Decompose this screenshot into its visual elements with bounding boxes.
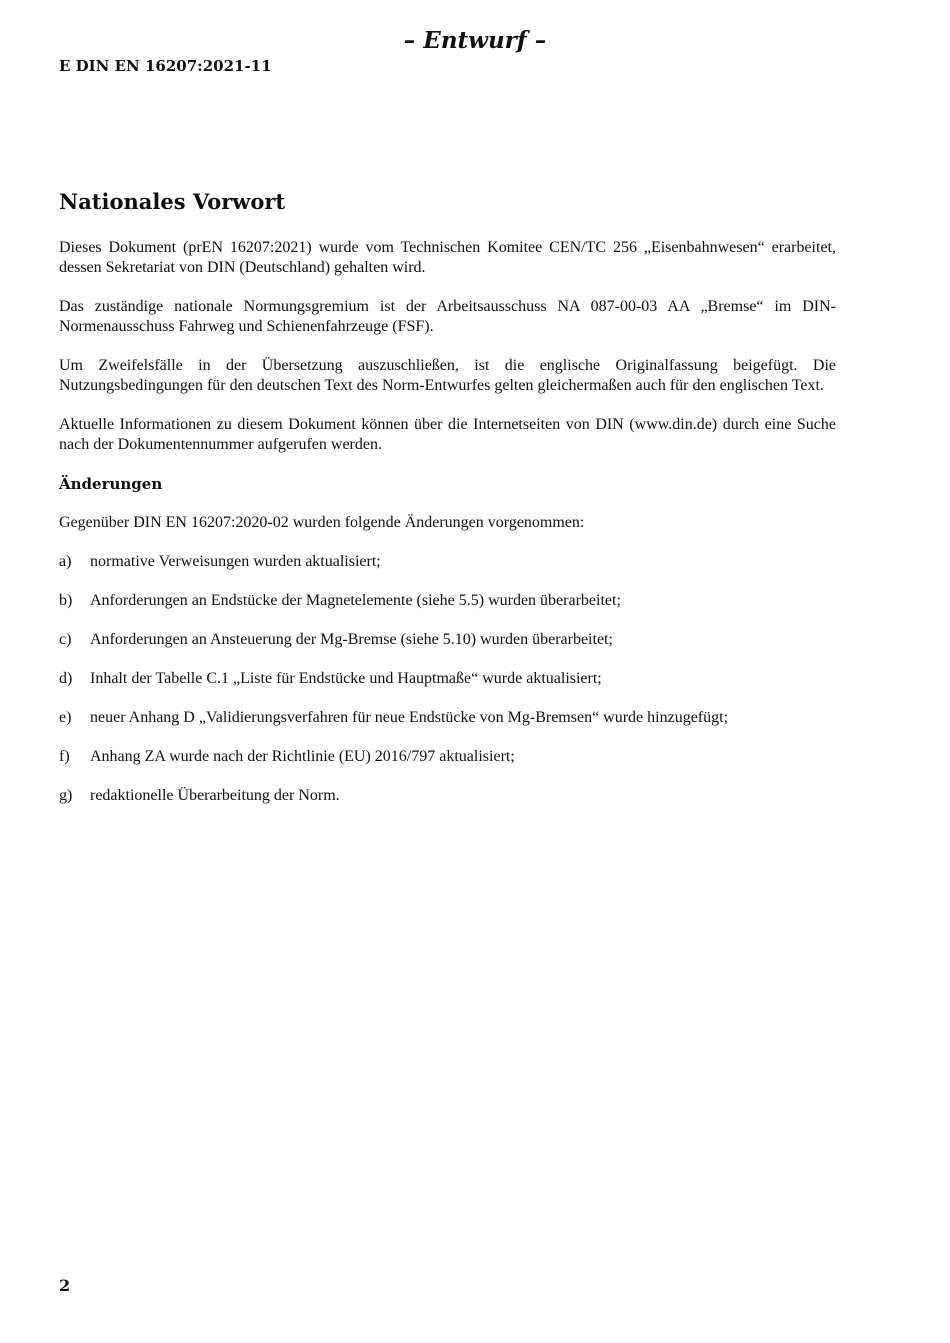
paragraph-secretariat: Dieses Dokument (prEN 16207:2021) wurde vom Technischen Komitee CEN/TC 256 „Eisenbahnwesen“ erarbeitet, dessen Sekretariat von DIN (Deutschland) gehalten wird. (59, 239, 836, 276)
list-marker: g) (59, 787, 73, 804)
list-marker: a) (59, 553, 72, 570)
list-item-text: Anforderungen an Ansteuerung der Mg-Bremse (siehe 5.10) wurden überarbeitet; (90, 631, 613, 648)
list-item-text: Anforderungen an Endstücke der Magnetelemente (siehe 5.5) wurden überarbeitet; (90, 592, 621, 609)
section-title: Nationales Vorwort (59, 189, 286, 214)
list-item-text: Inhalt der Tabelle C.1 „Liste für Endstücke und Hauptmaße“ wurde aktualisiert; (90, 670, 602, 687)
list-item-text: redaktionelle Überarbeitung der Norm. (90, 787, 340, 804)
list-marker: c) (59, 631, 72, 648)
list-marker: d) (59, 670, 73, 687)
list-item (59, 669, 836, 689)
list-item (59, 747, 836, 767)
list-item-text: Anhang ZA wurde nach der Richtlinie (EU) 2016/797 aktualisiert; (90, 748, 515, 765)
list-item (59, 552, 836, 572)
changes-heading: Änderungen (59, 475, 163, 493)
list-item-text: neuer Anhang D „Validierungsverfahren für neue Endstücke von Mg-Bremsen“ wurde hinzugefügt; (90, 709, 729, 726)
paragraph-information: Aktuelle Informationen zu diesem Dokument können über die Internetseiten von DIN (www.din.de) durch eine Suche nach der Dokumentennummer aufgerufen werden. (59, 416, 836, 453)
list-item (59, 786, 836, 806)
page-number: 2 (59, 1276, 71, 1295)
list-item (59, 708, 836, 728)
paragraph-committee: Das zuständige nationale Normungsgremium ist der Arbeitsausschuss NA 087-00-03 AA „Bremse“ im DIN-Normenausschuss Fahrweg und Schienenfahrzeuge (FSF). (59, 298, 836, 335)
list-marker: f) (59, 748, 70, 765)
page-content (59, 188, 836, 825)
changes-intro: Gegenüber DIN EN 16207:2020-02 wurden folgende Änderungen vorgenommen: (59, 514, 585, 531)
draft-label: – Entwurf – (403, 27, 547, 54)
list-marker: e) (59, 709, 72, 726)
document-id: E DIN EN 16207:2021-11 (59, 57, 272, 75)
list-item (59, 591, 836, 611)
paragraph-translation: Um Zweifelsfälle in der Übersetzung auszuschließen, ist die englische Originalfassung beigefügt. Die Nutzungsbedingungen für den deutschen Text des Norm-Entwurfes gelten gleichermaßen auch für den englischen Text. (59, 357, 836, 394)
list-item (59, 630, 836, 650)
list-marker: b) (59, 592, 73, 609)
list-item-text: normative Verweisungen wurden aktualisiert; (90, 553, 381, 570)
changes-list (59, 552, 836, 806)
